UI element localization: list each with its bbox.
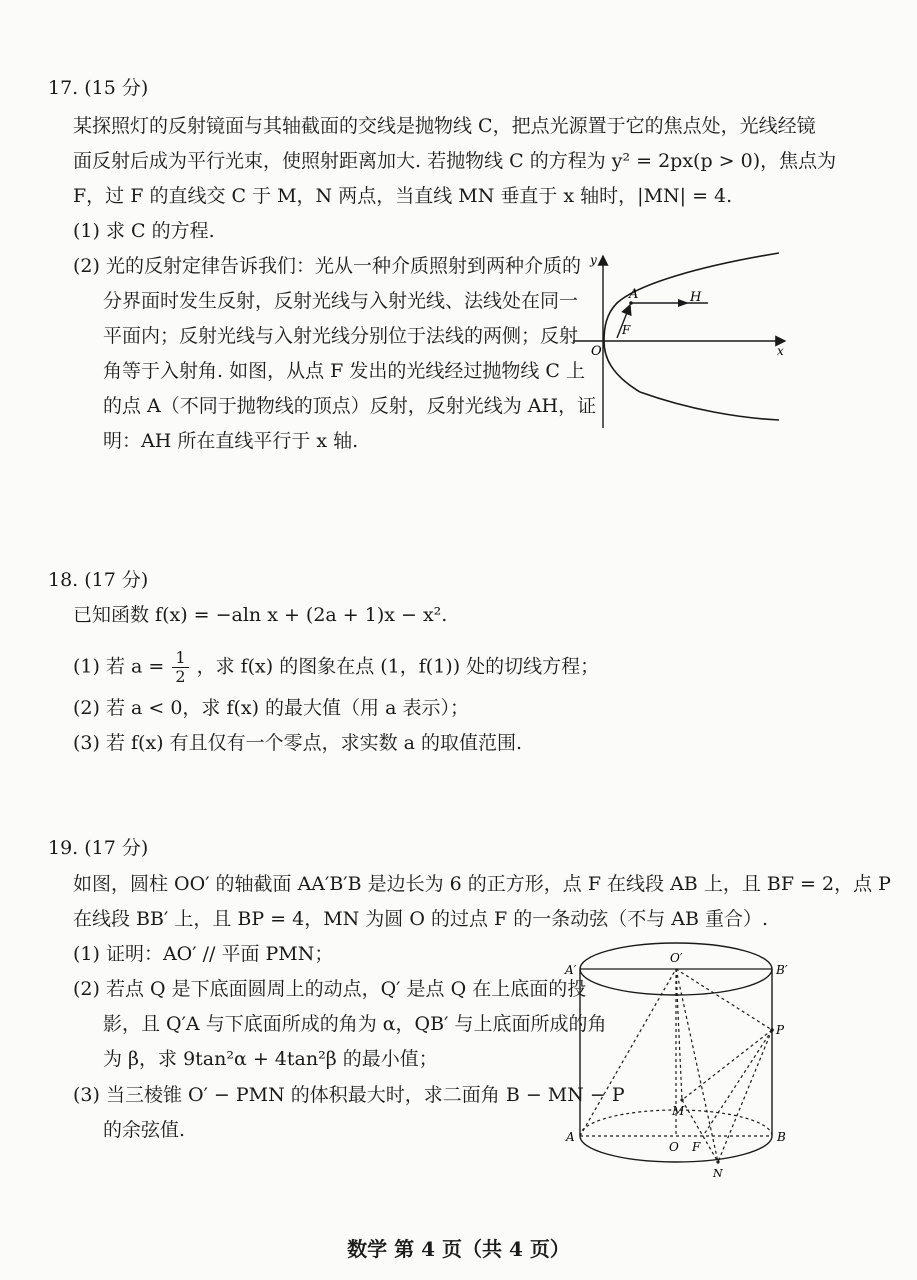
label-M: M <box>672 1104 685 1118</box>
label-H: H <box>690 290 702 305</box>
q19-part-3-line-1: (3) 当三棱锥 O′ − PMN 的体积最大时，求二面角 B − MN − P <box>73 1084 625 1106</box>
label-B1: B′ <box>776 963 788 977</box>
q18-part-1-post: ，求 f(x) 的图象在点 (1，f(1)) 处的切线方程； <box>196 655 600 678</box>
segment-A-O1 <box>580 969 676 1136</box>
fraction-numerator: 1 <box>172 649 188 668</box>
q19-part-3-line-2: 的余弦值. <box>103 1119 186 1141</box>
q19-part-1: (1) 证明：AO′ // 平面 PMN； <box>73 943 334 965</box>
page-footer: 数学 第 4 页（共 4 页） <box>347 1237 570 1261</box>
q17-part-2-line-6: 明：AH 所在直线平行于 x 轴. <box>103 430 359 452</box>
label-N: N <box>713 1167 723 1180</box>
segment-P-F <box>703 1030 772 1136</box>
label-O1: O′ <box>670 951 683 965</box>
label-B: B <box>777 1130 786 1144</box>
point-P <box>770 1028 774 1032</box>
q17-stem-line-3: F，过 F 的直线交 C 于 M，N 两点，当直线 MN 垂直于 x 轴时，|MN| = 4. <box>73 185 733 207</box>
q19-number: 19. (17 分) <box>48 837 149 859</box>
label-x: x <box>777 344 784 358</box>
fraction-one-half <box>172 649 188 686</box>
q19-stem-line-2: 在线段 BB′ 上，且 BP = 4，MN 为圆 O 的过点 F 的一条动弦（不与 AB 重合）. <box>73 908 769 930</box>
segment-P-N <box>718 1030 772 1162</box>
q18-stem: 已知函数 f(x) = −aln x + (2a + 1)x − x². <box>73 604 448 626</box>
parabola-figure <box>560 245 800 435</box>
segment-O1-P <box>676 969 772 1030</box>
q18-number: 18. (17 分) <box>48 569 149 591</box>
q18-part-1-pre: (1) 若 a = <box>73 655 165 678</box>
q18-part-3: (3) 若 f(x) 有且仅有一个零点，求实数 a 的取值范围. <box>73 732 523 754</box>
point-H <box>681 301 684 304</box>
q19-part-2-line-1: (2) 若点 Q 是下底面圆周上的动点，Q′ 是点 Q 在上底面的投 <box>73 978 587 1000</box>
q17-part-1: (1) 求 C 的方程. <box>73 220 215 242</box>
label-O: O <box>591 344 602 359</box>
q17-stem-line-1: 某探照灯的反射镜面与其轴截面的交线是抛物线 C，把点光源置于它的焦点处，光线经镜 <box>73 115 816 137</box>
label-F: F <box>622 323 631 337</box>
segment-P-M <box>682 1030 772 1100</box>
segment-O1-M <box>676 969 682 1100</box>
label-A: A <box>566 1130 575 1144</box>
label-F: F <box>692 1140 701 1154</box>
q17-stem-line-2: 面反射后成为平行光束，使照射距离加大. 若抛物线 C 的方程为 y² = 2px(p > 0)，焦点为 <box>73 150 837 172</box>
point-M <box>680 1098 683 1101</box>
fraction-denominator: 2 <box>175 667 186 686</box>
q17-part-2-line-5: 的点 A（不同于抛物线的顶点）反射，反射光线为 AH，证 <box>103 395 597 417</box>
q18-part-2: (2) 若 a < 0，求 f(x) 的最大值（用 a 表示）； <box>73 697 469 719</box>
q19-part-2-line-3: 为 β，求 9tan²α + 4tan²β 的最小值； <box>103 1048 438 1070</box>
q17-part-2-line-2: 分界面时发生反射，反射光线与入射光线、法线处在同一 <box>103 290 579 312</box>
q17-number: 17. (15 分) <box>48 77 149 99</box>
label-A: A <box>629 287 639 302</box>
label-P: P <box>776 1023 785 1037</box>
q19-part-2-line-2: 影，且 Q′A 与下底面所成的角为 α，QB′ 与上底面所成的角 <box>103 1013 607 1035</box>
label-y: y <box>590 253 597 267</box>
segment-O1-N <box>676 969 718 1162</box>
q19-stem-line-1: 如图，圆柱 OO′ 的轴截面 AA′B′B 是边长为 6 的正方形，点 F 在线段 AB 上，且 BF = 2，点 P <box>73 873 891 895</box>
q18-part-1 <box>73 649 599 686</box>
cylinder-figure <box>560 930 800 1185</box>
q17-part-2-line-4: 角等于入射角. 如图，从点 F 发出的光线经过抛物线 C 上 <box>103 360 585 382</box>
point-N <box>716 1160 719 1163</box>
q17-part-2-line-3: 平面内；反射光线与入射光线分别位于法线的两侧；反射 <box>103 325 579 347</box>
label-A1: A′ <box>565 963 577 977</box>
label-O: O <box>669 1140 679 1154</box>
q17-part-2-line-1: (2) 光的反射定律告诉我们：光从一种介质照射到两种介质的 <box>73 255 581 277</box>
